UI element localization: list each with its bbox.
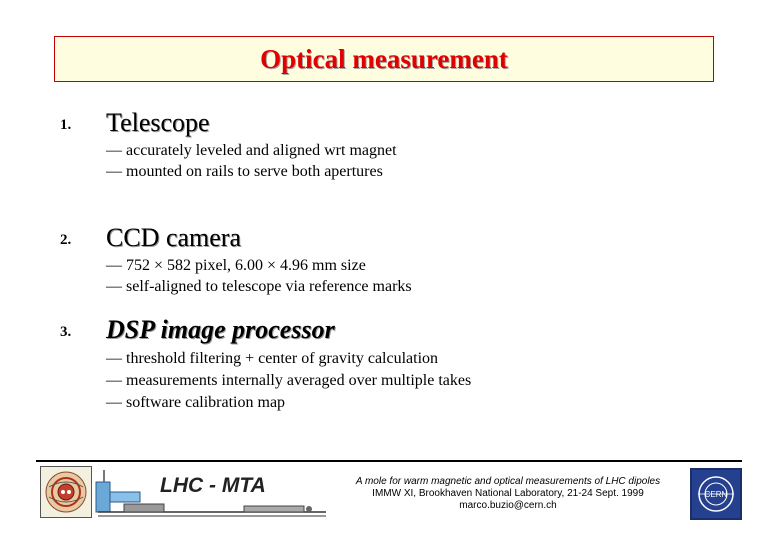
bullet-item-2-2: — self-aligned to telescope via reference marks — [106, 278, 412, 295]
dash-marker: — — [106, 350, 122, 367]
bullet-item-3-3: — software calibration map — [106, 394, 286, 411]
footer-line-2: IMMW XI, Brookhaven National Laboratory, 21-24 Sept. 1999 — [372, 488, 644, 499]
cern-logo-text: CERN — [704, 490, 728, 499]
dash-marker: — — [106, 278, 122, 295]
footer-divider — [36, 460, 742, 462]
bullet-item-3-2: — measurements internally averaged over multiple takes — [106, 372, 472, 389]
footer-info — [338, 476, 678, 512]
cern-accelerator-logo-icon — [40, 466, 92, 518]
item-heading-dsp-image-processor: DSP image processor — [106, 315, 335, 344]
title-box — [54, 36, 714, 82]
cern-logo-icon — [690, 468, 742, 520]
bullet-item-1-1: — accurately leveled and aligned wrt magnet — [106, 142, 397, 159]
bullet-item-2-1: — 752 × 582 pixel, 6.00 × 4.96 mm size — [106, 257, 366, 274]
slide-title: Optical measurement — [260, 43, 508, 74]
footer-email: marco.buzio@cern.ch — [459, 500, 557, 511]
dash-marker: — — [106, 394, 122, 411]
bullet-item-3-1: — threshold filtering + center of gravity calculation — [106, 350, 439, 367]
item-number-2: 2. — [60, 232, 72, 248]
item-heading-telescope: Telescope — [106, 108, 210, 137]
footer-line-1: A mole for warm magnetic and optical measurements of LHC dipoles — [355, 476, 661, 487]
dash-marker: — — [106, 142, 122, 159]
dash-marker: — — [106, 163, 122, 180]
dash-marker: — — [106, 372, 122, 389]
item-number-1: 1. — [60, 117, 72, 133]
item-number-3: 3. — [60, 324, 72, 340]
item-heading-ccd-camera: CCD camera — [106, 223, 242, 252]
banner-title: LHC - MTA — [160, 474, 266, 497]
bullet-item-1-2: — mounted on rails to serve both apertures — [106, 163, 383, 180]
dash-marker: — — [106, 257, 122, 274]
